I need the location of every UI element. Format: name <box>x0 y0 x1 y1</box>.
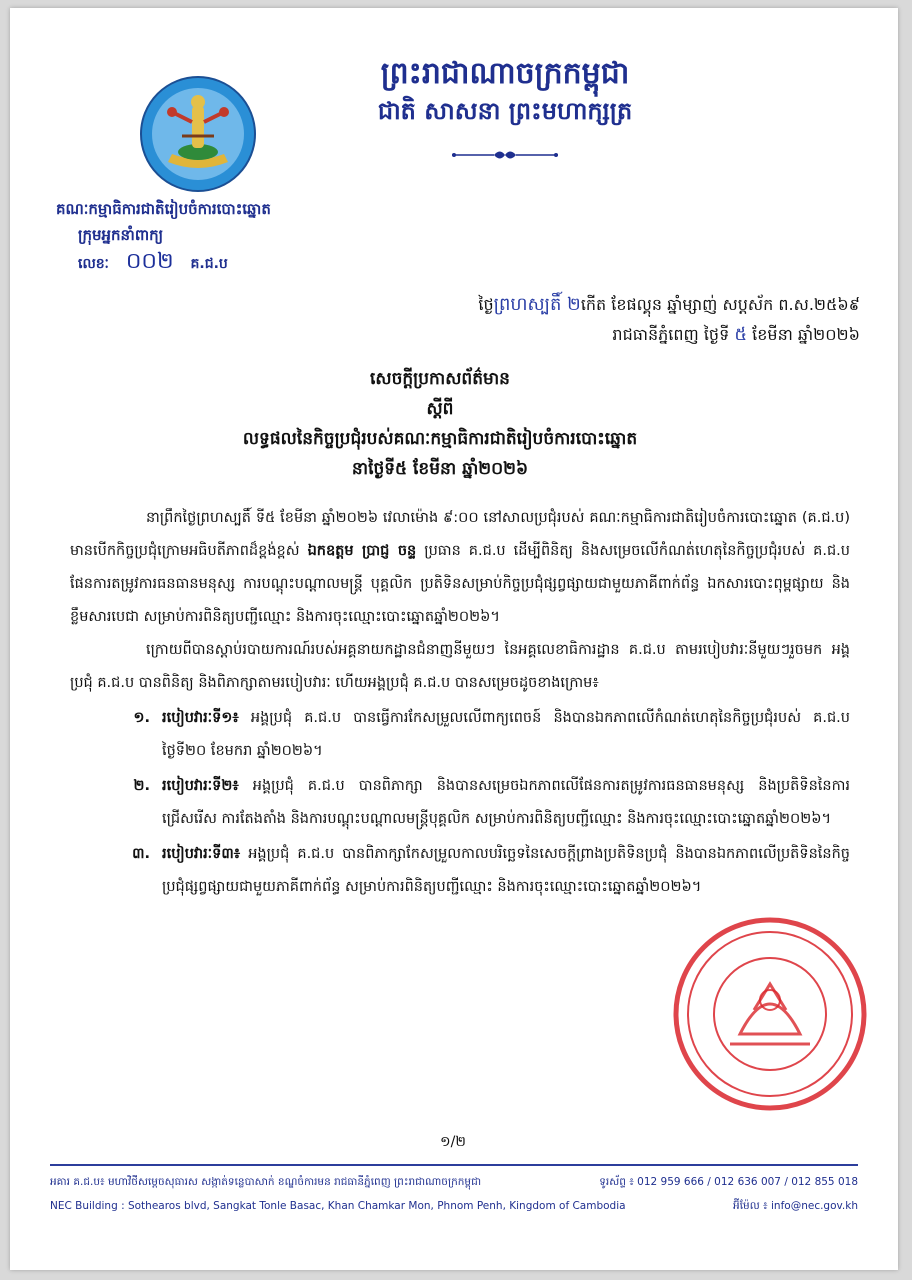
solar-date <box>390 320 860 350</box>
lunar-date <box>390 290 860 320</box>
footer-email <box>733 1194 858 1218</box>
agenda-content: អង្គប្រជុំ គ.ជ.ប បានធ្វើការកែសម្រួលលើពាក្យពេចន៍ និងបានឯកភាពលើកំណត់ហេតុនៃកិច្ចប្រជុំរបស់ គ.ជ.ប ថ្ងៃទី២០ ខែមករា ឆ្នាំ២០២៦។ <box>162 710 850 759</box>
organization-block <box>56 196 376 278</box>
agenda-item-2 <box>70 770 850 836</box>
reference-label: លេខៈ <box>78 256 109 272</box>
agenda-number: ៣. <box>132 846 150 862</box>
paragraph-1-part-b: ប្រធាន គ.ជ.ប ដើម្បីពិនិត្យ និងសម្រេចលើកំណត់ហេតុនៃកិច្ចប្រជុំរបស់ គ.ជ.ប ផែនការតម្រូវការធនធានមនុស្ស ការបណ្តុះបណ្តាលមន្ត្រី បុគ្គលិក ប្រតិទិនសម្រាប់កិច្ចប្រជុំផ្សព្វផ្សាយជាមួយភាគីពាក់ព័ន្ធ ឯកសារបោះពុម្ពផ្សាយ និងខ្លឹមសារបេជា សម្រាប់ការពិនិត្យបញ្ជីឈ្មោះ និងការចុះឈ្មោះបោះឆ្នោតឆ្នាំ២០២៦។ <box>70 543 850 625</box>
email-address: info@nec.gov.kh <box>771 1200 858 1212</box>
title-line-1: សេចក្តីប្រកាសព័ត៌មាន <box>370 369 510 389</box>
agenda-content: អង្គប្រជុំ គ.ជ.ប បានពិភាក្សា និងបានសម្រេចឯកភាពលើផែនការតម្រូវការធនធានមនុស្ស និងប្រតិទិននៃការជ្រើសរើស ការតែងតាំង និងការបណ្តុះបណ្តាលមន្ត្រីបុគ្គលិក សម្រាប់ការពិនិត្យបញ្ជីឈ្មោះ និងការចុះឈ្មោះបោះឆ្នោតឆ្នាំ២០២៦។ <box>162 778 850 827</box>
document-body <box>70 502 850 904</box>
date-block <box>390 290 860 350</box>
national-motto: ជាតិ សាសនា ព្រះមហាក្សត្រ <box>377 97 633 125</box>
lunar-date-prefix: ថ្ងៃ <box>478 295 494 314</box>
lunar-date-handwritten: ព្រហស្បតិ៍ ២ <box>493 294 581 315</box>
solar-date-rest: ខែមីនា ឆ្នាំ២០២៦ <box>752 325 860 344</box>
nec-emblem-logo <box>138 74 258 194</box>
footer <box>50 1170 858 1218</box>
reference-number <box>56 248 376 278</box>
phone-numbers: 012 959 666 / 012 636 007 / 012 855 018 <box>637 1176 858 1188</box>
paragraph-1 <box>70 502 850 634</box>
lunar-date-rest: កើត ខែផល្គុន ឆ្នាំម្សាញ់ សប្តស័ក ព.ស.២៥៦៩ <box>580 295 860 314</box>
paragraph-2: ក្រោយពីបានស្តាប់របាយការណ៍របស់អគ្គនាយកដ្ឋានជំនាញនីមួយៗ នៃអគ្គលេខាធិការដ្ឋាន គ.ជ.ប តាមរបៀបវារៈនីមួយៗរួចមក អង្គប្រជុំ គ.ជ.ប បានពិនិត្យ និងពិភាក្សាតាមរបៀបវារៈ ហើយអង្គប្រជុំ គ.ជ.ប បានសម្រេចដូចខាងក្រោម៖ <box>70 642 850 691</box>
title-line-4: នាថ្ងៃទី៥ ខែមីនា ឆ្នាំ២០២៦ <box>351 459 529 479</box>
solar-date-handwritten: ៥ <box>734 324 748 345</box>
spokesperson-unit: ក្រុមអ្នកនាំពាក្យ <box>78 226 164 244</box>
document-title <box>160 364 720 484</box>
kingdom-name: ព្រះរាជាណាចក្រកម្ពុជា <box>380 56 630 91</box>
agenda-text <box>162 702 850 768</box>
phone-label: ទូរស័ព្ទ ៖ <box>599 1176 634 1188</box>
agenda-label: របៀបវារៈទី២៖ <box>162 778 239 794</box>
agenda-item-1 <box>70 702 850 768</box>
agenda-number: ១. <box>133 710 150 726</box>
reference-suffix: គ.ជ.ប <box>190 256 228 272</box>
footer-divider <box>50 1164 858 1166</box>
ornament-divider-icon <box>450 148 560 162</box>
footer-address-en: NEC Building : Sothearos blvd, Sangkat Tonle Basac, Khan Chamkar Mon, Phnom Penh, Kingdom of Cambodia <box>50 1200 626 1212</box>
agenda-content: អង្គប្រជុំ គ.ជ.ប បានពិភាក្សាកែសម្រួលកាលបរិច្ឆេទនៃសេចក្តីព្រាងប្រតិទិនប្រជុំ និងបានឯកភាពលើប្រតិទិននៃកិច្ចប្រជុំផ្សព្វផ្សាយជាមួយភាគីពាក់ព័ន្ធ សម្រាប់ការពិនិត្យបញ្ជីឈ្មោះ និងការចុះឈ្មោះបោះឆ្នោតឆ្នាំ២០២៦។ <box>162 846 850 895</box>
email-label: អ៊ីម៉ែល ៖ <box>733 1200 768 1212</box>
agenda-text <box>162 770 850 836</box>
solar-date-prefix: រាជធានីភ្នំពេញ ថ្ងៃទី <box>612 325 730 344</box>
agenda-label: របៀបវារៈទី១៖ <box>162 710 239 726</box>
organization-name: គណៈកម្មាធិការជាតិរៀបចំការបោះឆ្នោត <box>56 200 271 218</box>
chairman-name: ឯកឧត្តម ប្រាជ្ញ ចន្ទ <box>307 543 417 559</box>
footer-row-en <box>50 1194 858 1218</box>
page-number: ១/២ <box>440 1134 466 1150</box>
agenda-label: របៀបវារៈទី៣៖ <box>162 846 241 862</box>
agenda-text <box>162 838 850 904</box>
footer-row-kh <box>50 1170 858 1194</box>
kingdom-header <box>340 54 670 128</box>
title-line-3: លទ្ធផលនៃកិច្ចប្រជុំរបស់គណៈកម្មាធិការជាតិរៀបចំការបោះឆ្នោត <box>242 429 638 449</box>
reference-value: ០០២ <box>125 249 174 274</box>
official-red-seal <box>670 914 870 1114</box>
title-line-2: ស្តីពី <box>426 399 454 419</box>
document-page <box>10 8 898 1270</box>
agenda-item-3 <box>70 838 850 904</box>
paragraph-1-part-a: នាព្រឹកថ្ងៃព្រហស្បតិ៍ ទី៥ ខែមីនា ឆ្នាំ២០២៦ វេលាម៉ោង ៩:០០ នៅសាលប្រជុំរបស់ គណៈកម្មាធិការជាតិរៀបចំការបោះឆ្នោត (គ.ជ.ប) មានបើកកិច្ចប្រជុំក្រោមអធិបតីភាពដ៏ខ្ពង់ខ្ពស់ <box>70 510 850 559</box>
footer-phone <box>599 1170 858 1194</box>
footer-address-kh: អគារ គ.ជ.ប៖ មហាវិថីសម្តេចសុធារស សង្កាត់ទន្លេបាសាក់ ខណ្ឌចំការមន រាជធានីភ្នំពេញ ព្រះរាជាណាចក្រកម្ពុជា <box>50 1176 482 1188</box>
agenda-number: ២. <box>133 778 150 794</box>
